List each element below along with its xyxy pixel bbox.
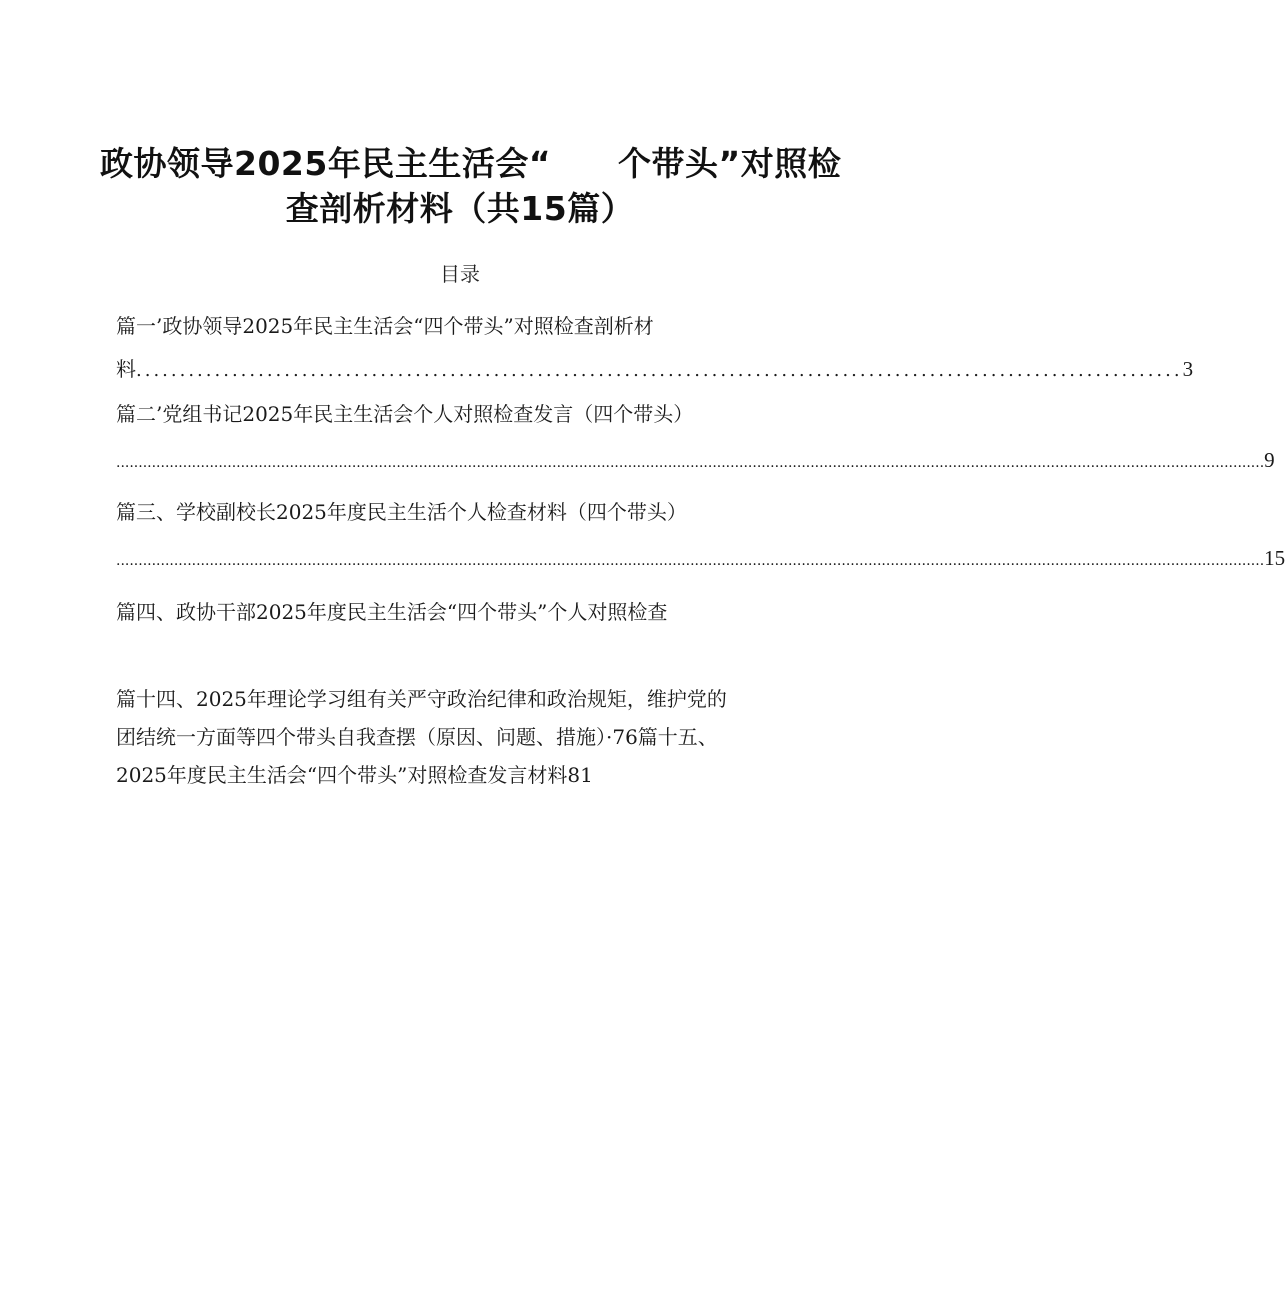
toc-entry-4-title[interactable]: 篇四、政协干部2025年度民主生活会“四个带头”个人对照检查 <box>116 600 668 624</box>
toc-entry-2-leader-row[interactable] <box>116 446 1275 474</box>
paragraph-line-2: 团结统一方面等四个带头自我查摆（原因、问题、措施）·76篇十五、 <box>116 725 718 749</box>
toc-entry-3-page: 15 <box>1264 546 1285 570</box>
toc-heading: 目录 <box>440 262 480 286</box>
toc-entry-2-title[interactable]: 篇二’党组书记2025年民主生活会个人对照检查发言（四个带头） <box>116 402 694 426</box>
paragraph-line-1: 篇十四、2025年理论学习组有关严守政治纪律和政治规矩，维护党的 <box>116 687 727 711</box>
document-title-line-2: 查剖析材料（共15篇） <box>285 189 635 228</box>
toc-leader-dots: .................................................................................................................................................................................................................................................................. <box>116 553 1265 569</box>
toc-entry-1-leader-row[interactable] <box>116 355 1194 383</box>
document-title-line-1: 政协领导2025年民主生活会“ 个带头”对照检 <box>100 144 842 183</box>
toc-entry-3-title[interactable]: 篇三、学校副校长2025年度民主生活个人检查材料（四个带头） <box>116 500 687 524</box>
toc-entry-3-leader-row[interactable] <box>116 544 1285 572</box>
toc-entry-1-continuation: 料 <box>116 357 136 381</box>
toc-entry-1-title[interactable]: 篇一’政协领导2025年民主生活会“四个带头”对照检查剖析材 <box>116 314 654 338</box>
toc-trailing-paragraph <box>116 680 820 794</box>
paragraph-line-3: 2025年度民主生活会“四个带头”对照检查发言材料81 <box>116 763 593 787</box>
toc-leader-dots: ........................................................................................................................ <box>136 360 1183 381</box>
toc-entry-2-page: 9 <box>1264 448 1275 472</box>
toc-leader-dots: .................................................................................................................................................................................................................................................................. <box>116 455 1265 471</box>
toc-entry-1-page: 3 <box>1182 357 1194 381</box>
